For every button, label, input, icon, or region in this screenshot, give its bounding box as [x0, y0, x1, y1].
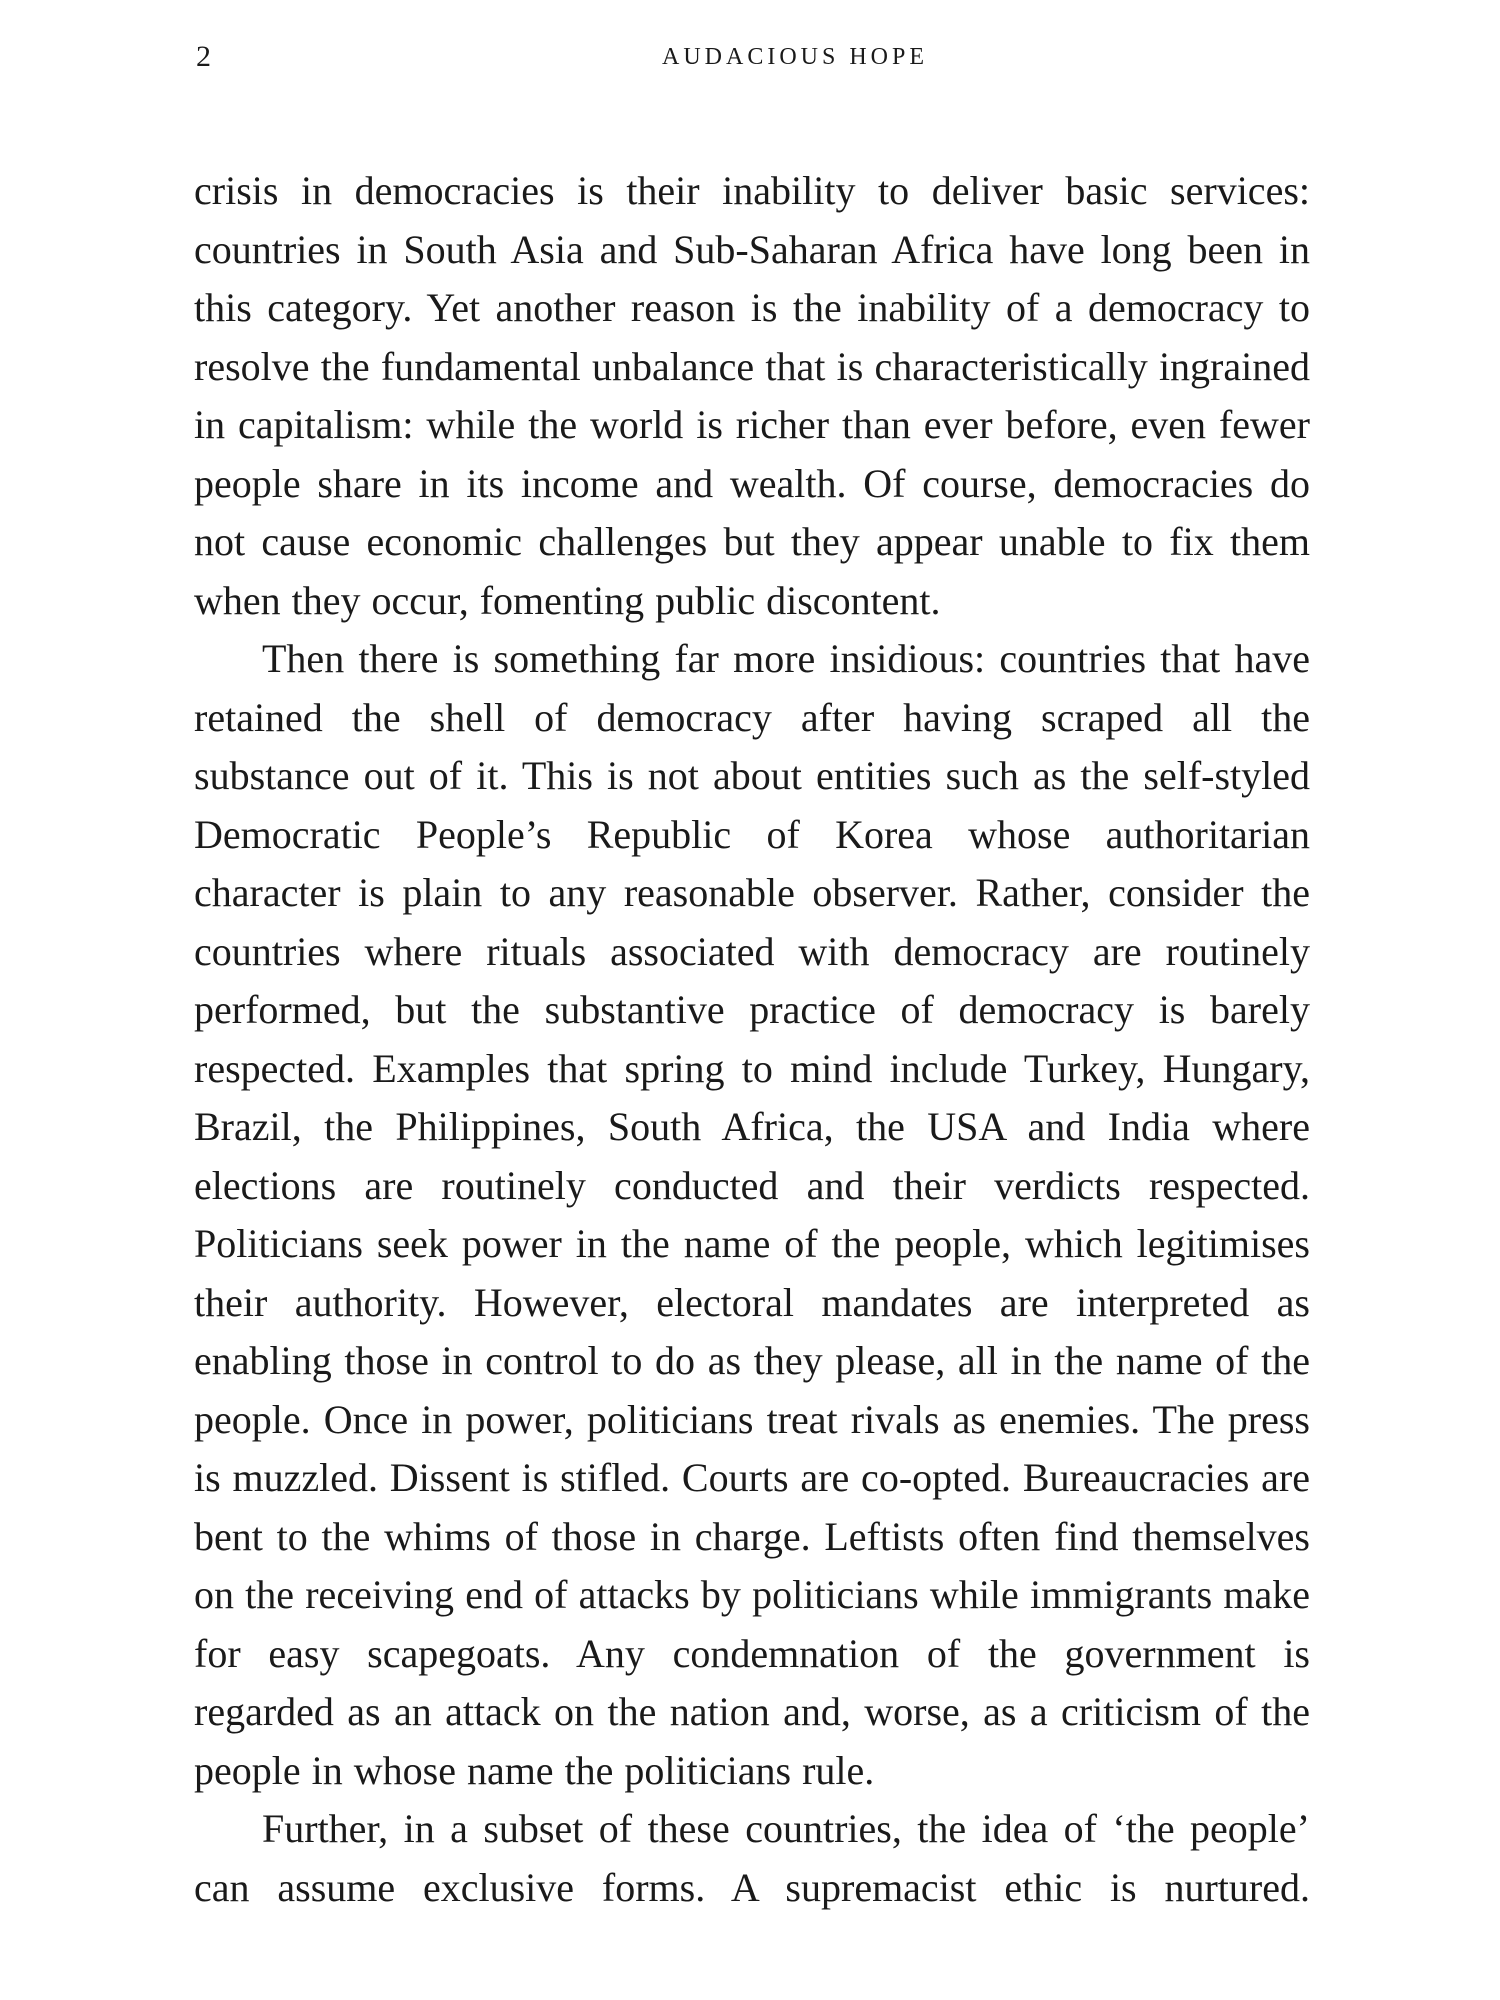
- paragraph-1: crisis in democracies is their inability to deliver basic services: countries in South Asia and Sub-Saharan Africa have long been in this category. Yet another reason is the inability of a democracy to resolve the fundamental unbalance that is characteristically ingrained in capitalism: while the world is richer than ever before, even fewer people share in its income and wealth. Of course, democracies do not cause economic challenges but they appear unable to fix them when they occur, fomenting public discontent.: [194, 168, 1310, 623]
- page-number: 2: [196, 40, 212, 73]
- paragraph-3: Further, in a subset of these countries, the idea of ‘the people’ can assume exclusive forms. A supremacist ethic is nurtured.: [194, 1806, 1310, 1910]
- body-text: [194, 162, 1310, 1917]
- running-head: [196, 40, 1304, 90]
- paragraph-2: Then there is something far more insidious: countries that have retained the shell of democracy after having scraped all the substance out of it. This is not about entities such as the self-styled Democratic People’s Republic of Korea whose authoritarian character is plain to any reasonable observer. Rather, consider the countries where rituals associated with democracy are routinely performed, but the substantive practice of democracy is barely respected. Examples that spring to mind include Turkey, Hungary, Brazil, the Philippines, South Africa, the USA and India where elections are routinely conducted and their verdicts respected. Politicians seek power in the name of the people, which legitimises their authority. However, electoral mandates are interpreted as enabling those in control to do as they please, all in the name of the people. Once in power, politicians treat rivals as enemies. The press is muzzled. Dissent is stifled. Courts are co-opted. Bureaucracies are bent to the whims of those in charge. Leftists often find themselves on the receiving end of attacks by politicians while immigrants make for easy scapegoats. Any condemnation of the government is regarded as an attack on the nation and, worse, as a criticism of the people in whose name the politicians rule.: [194, 636, 1310, 1793]
- running-title: AUDACIOUS HOPE: [661, 44, 928, 70]
